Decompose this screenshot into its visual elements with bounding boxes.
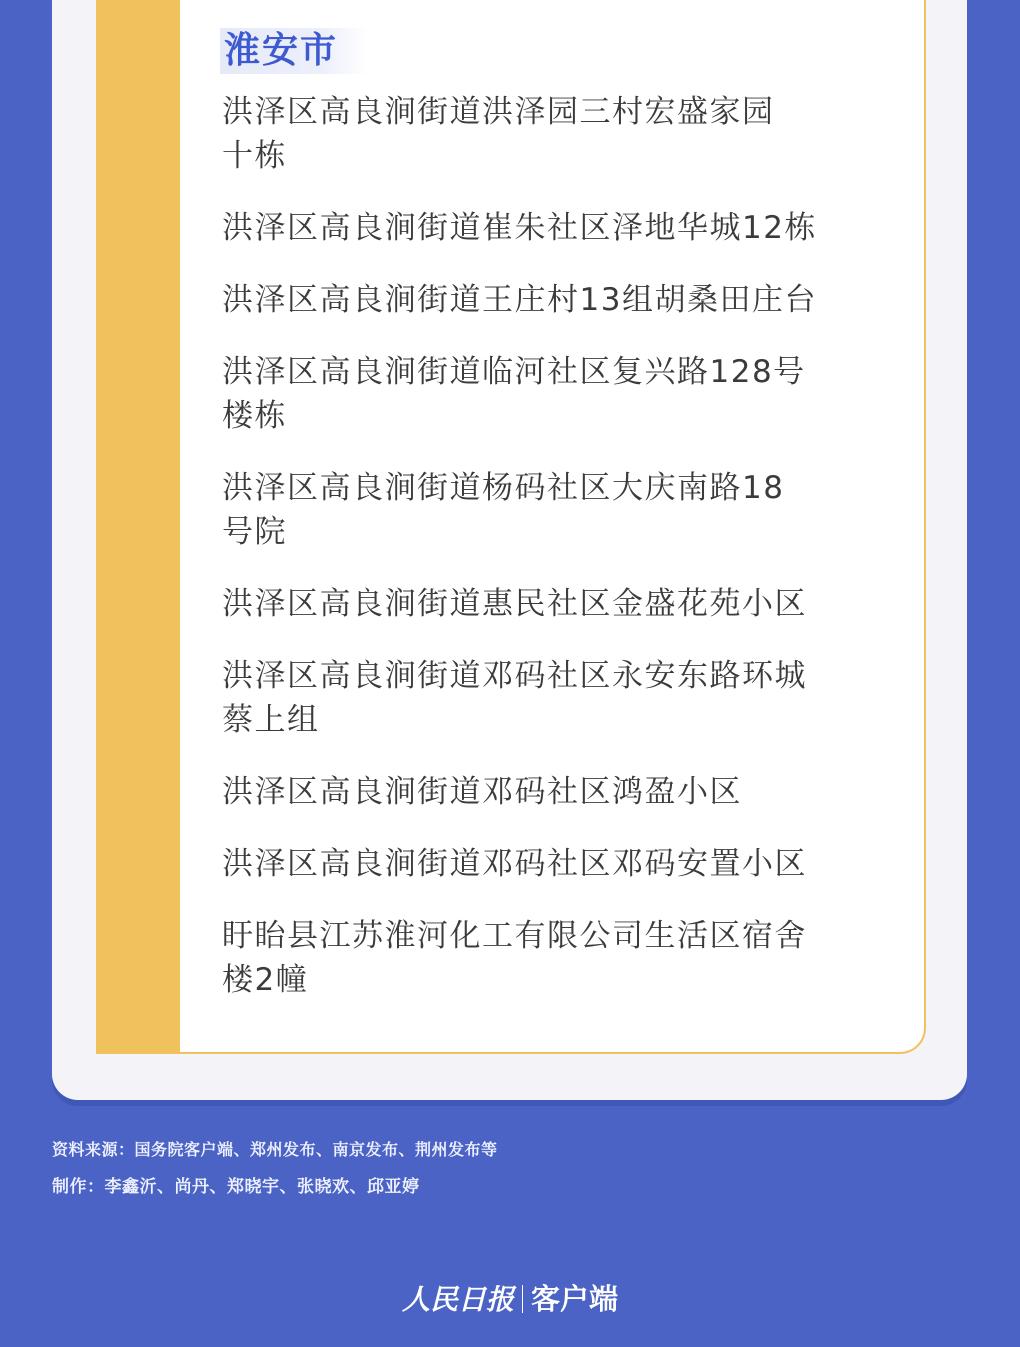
location-list xyxy=(222,90,922,1002)
location-item: 盱眙县江苏淮河化工有限公司生活区宿舍 楼2幢 xyxy=(222,918,807,998)
brand-footer xyxy=(0,1277,1020,1318)
location-item: 洪泽区高良涧街道洪泽园三村宏盛家园 十栋 xyxy=(222,94,775,174)
location-item: 洪泽区高良涧街道杨码社区大庆南路18 号院 xyxy=(222,470,785,550)
location-item: 洪泽区高良涧街道临河社区复兴路128号 楼栋 xyxy=(222,354,806,434)
location-item: 洪泽区高良涧街道崔朱社区泽地华城12栋 xyxy=(222,210,817,246)
brand-name: 客户端 xyxy=(531,1282,619,1316)
location-item: 洪泽区高良涧街道惠民社区金盛花苑小区 xyxy=(222,586,807,622)
brand-logo: 人民日报 xyxy=(401,1283,514,1316)
location-item: 洪泽区高良涧街道王庄村13组胡桑田庄台 xyxy=(222,282,817,318)
location-item: 洪泽区高良涧街道邓码社区永安东路环城 蔡上组 xyxy=(222,658,807,738)
credits-note: 制作：李鑫沂、尚丹、郑晓宇、张晓欢、邱亚婷 xyxy=(52,1177,420,1197)
location-item: 洪泽区高良涧街道邓码社区鸿盈小区 xyxy=(222,774,742,810)
brand-divider xyxy=(522,1285,523,1313)
city-title: 淮安市 xyxy=(220,28,368,74)
location-item: 洪泽区高良涧街道邓码社区邓码安置小区 xyxy=(222,846,807,882)
gold-accent-strip xyxy=(98,0,180,1052)
source-note: 资料来源：国务院客户端、郑州发布、南京发布、荆州发布等 xyxy=(52,1140,498,1159)
